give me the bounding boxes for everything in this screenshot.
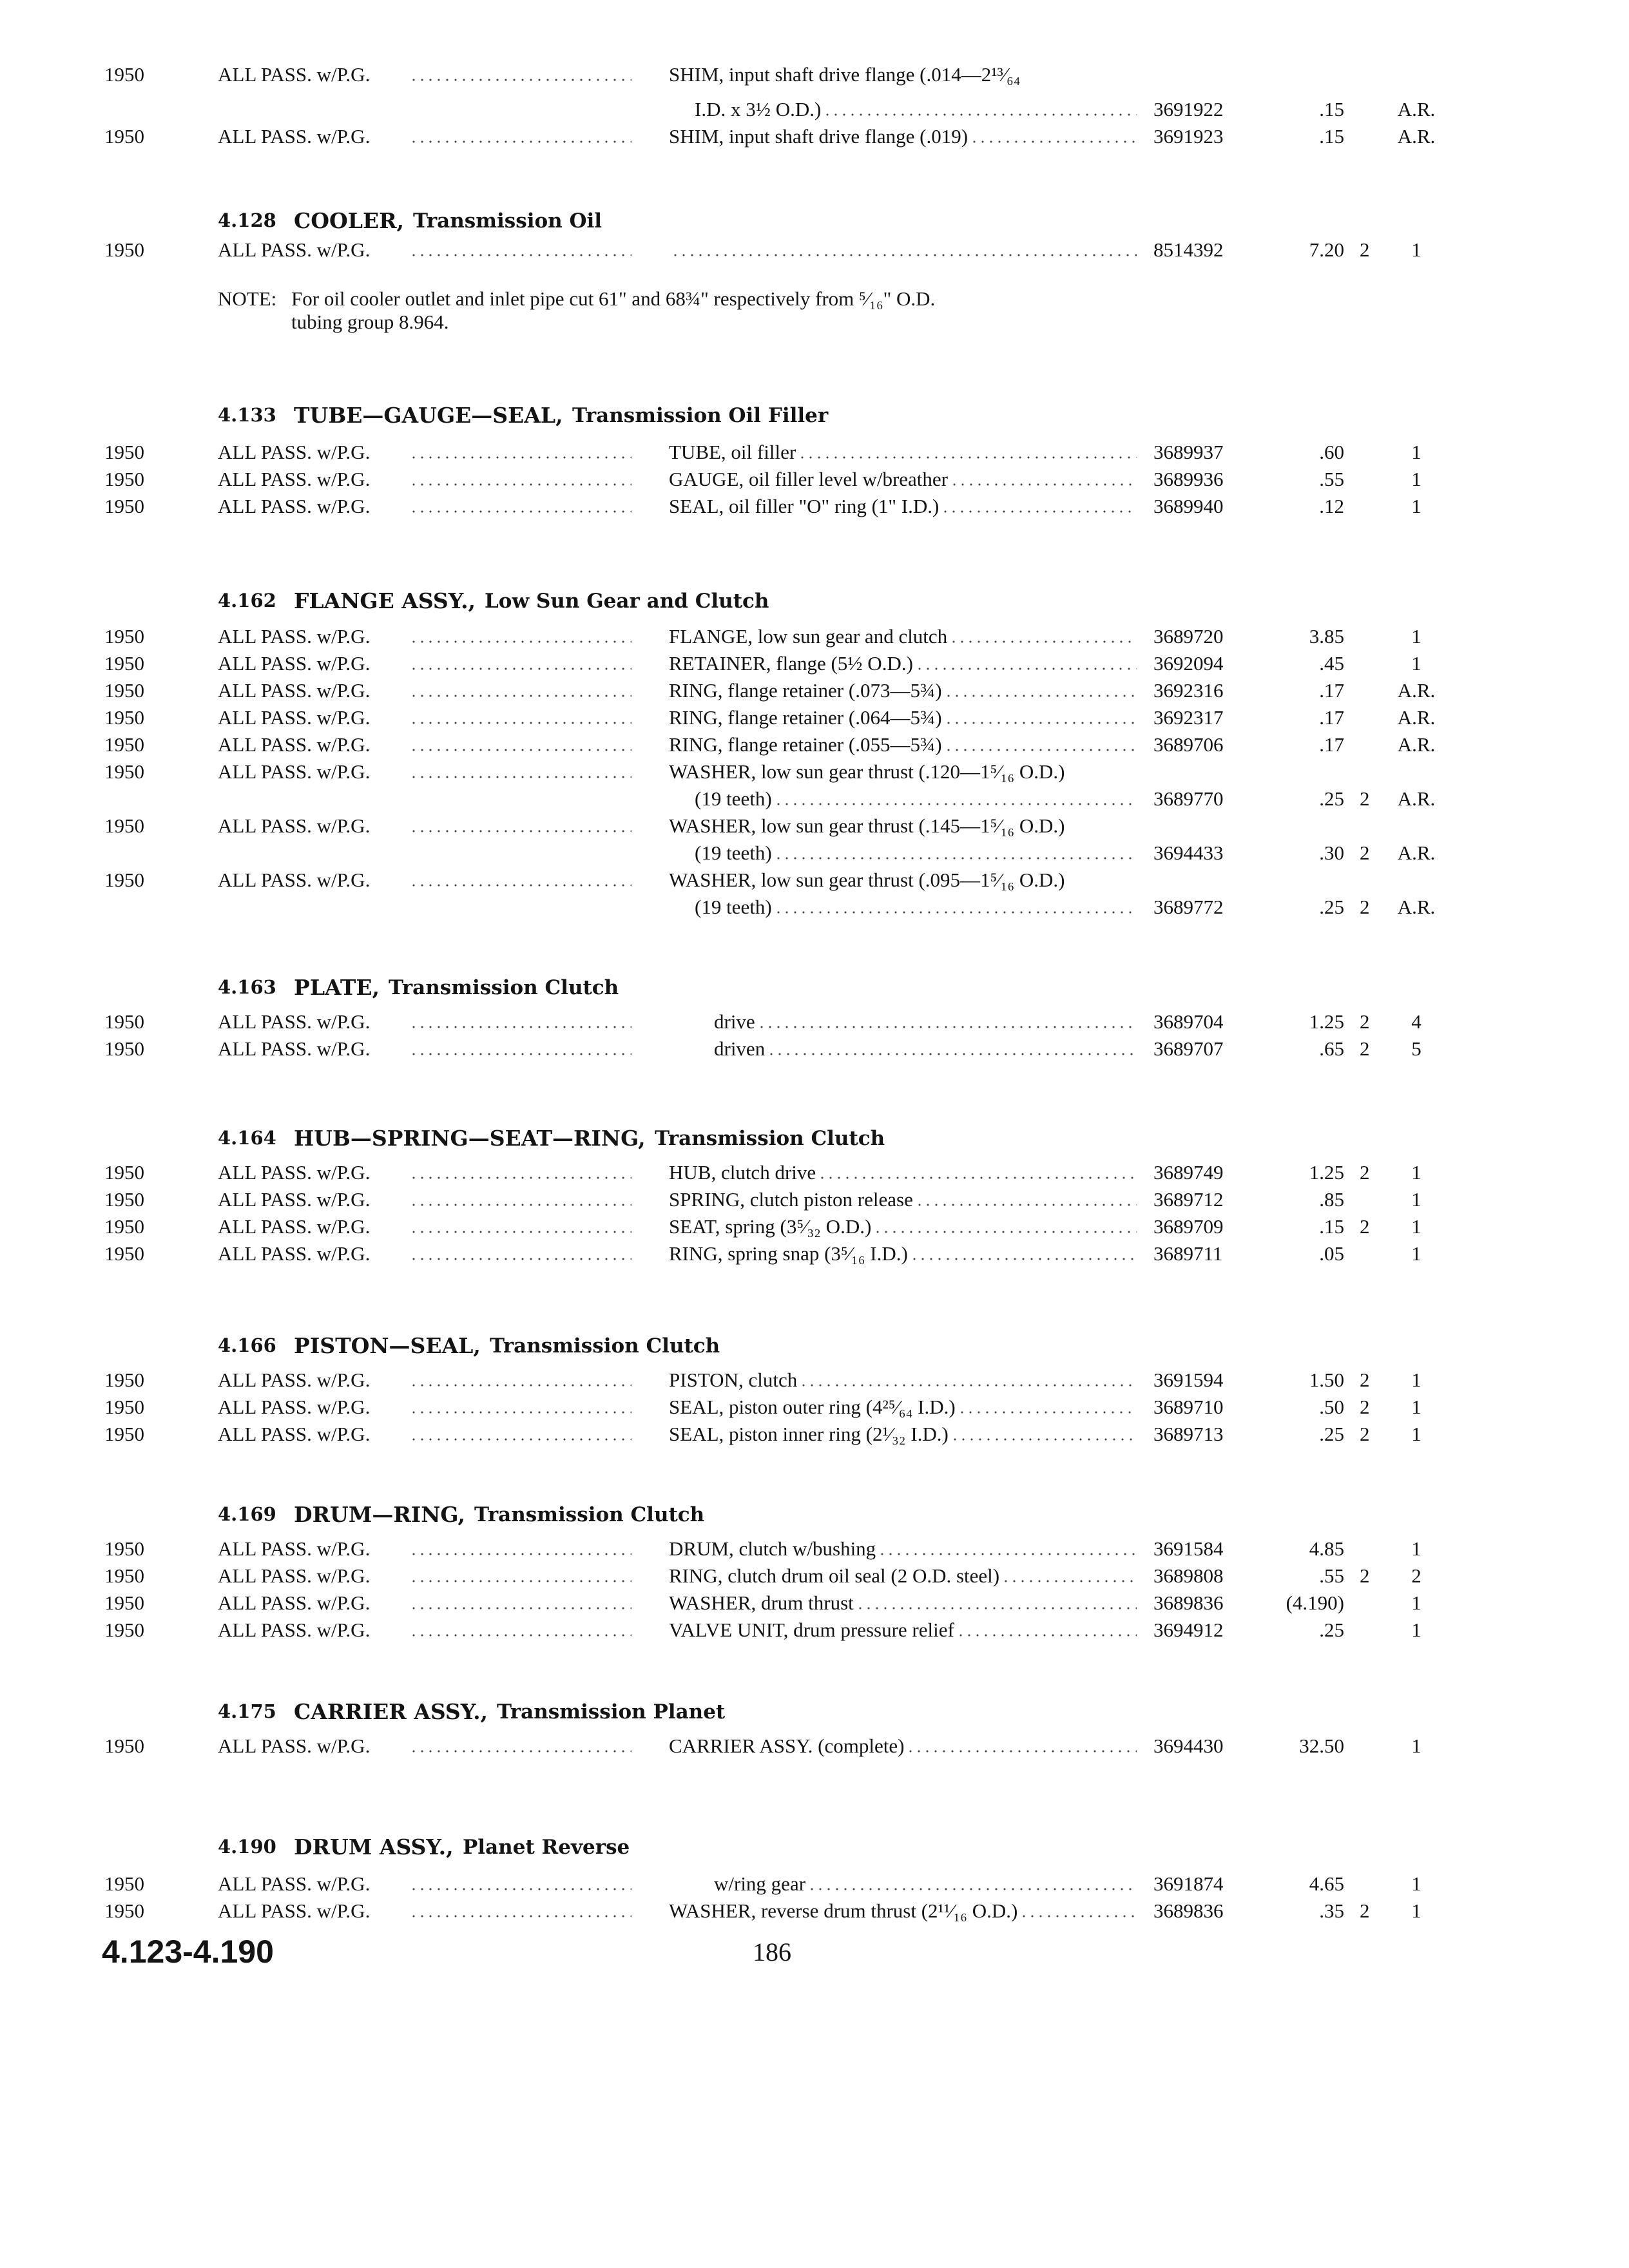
row-description: FLANGE, low sun gear and clutch (669, 625, 948, 648)
row-price: (4.190) (1286, 1591, 1344, 1614)
row-part-number: 3691584 (1153, 1537, 1224, 1560)
row-part-number: 3691874 (1153, 1872, 1224, 1895)
leader-dots (954, 1438, 1137, 1441)
section-subtitle: Transmission Clutch (389, 976, 619, 999)
row-description: driven (714, 1037, 766, 1060)
section-title: PISTON—SEAL, (294, 1333, 481, 1358)
row-model: ALL PASS. w/P.G. (218, 652, 371, 675)
section-subtitle: Transmission Clutch (474, 1503, 705, 1526)
row-quantity: 2 (1411, 1564, 1422, 1587)
row-year: 1950 (104, 1215, 144, 1238)
row-year: 1950 (104, 733, 144, 756)
section-subtitle: Transmission Oil (413, 209, 602, 233)
row-price: .12 (1319, 495, 1344, 517)
row-quantity: 1 (1411, 238, 1422, 261)
row-model: ALL PASS. w/P.G. (218, 869, 371, 891)
leader-dots (412, 1411, 631, 1414)
row-description: WASHER, low sun gear thrust (.120—1⁵⁄₁₆ O.D.) (669, 760, 1065, 783)
row-description: (19 teeth) (695, 787, 772, 810)
row-year: 1950 (104, 760, 144, 783)
row-part-number: 8514392 (1153, 238, 1224, 261)
row-description: drive (714, 1010, 755, 1033)
row-price: 4.65 (1309, 1872, 1344, 1895)
leader-dots (412, 1634, 631, 1637)
row-quantity: A.R. (1397, 98, 1436, 120)
row-quantity: 1 (1411, 625, 1422, 648)
row-quantity: 1 (1411, 1735, 1422, 1757)
row-year: 1950 (104, 1161, 144, 1184)
row-model: ALL PASS. w/P.G. (218, 63, 371, 86)
row-price: .45 (1319, 652, 1344, 675)
row-model: ALL PASS. w/P.G. (218, 1735, 371, 1757)
row-price: 1.50 (1309, 1369, 1344, 1391)
row-year: 1950 (104, 441, 144, 463)
row-price: .55 (1319, 1564, 1344, 1587)
note-line-1: For oil cooler outlet and inlet pipe cut 61" and 68¾" respectively from ⁵⁄₁₆" O.D. (291, 287, 936, 310)
row-year: 1950 (104, 1188, 144, 1211)
row-part-number: 3689749 (1153, 1161, 1224, 1184)
row-description: SHIM, input shaft drive flange (.014—2¹³⁄₆₄ (669, 63, 1021, 86)
row-model: ALL PASS. w/P.G. (218, 1423, 371, 1445)
row-year: 1950 (104, 1619, 144, 1641)
row-model: ALL PASS. w/P.G. (218, 238, 371, 261)
row-description: SPRING, clutch piston release (669, 1188, 913, 1211)
row-year: 1950 (104, 706, 144, 729)
row-model: ALL PASS. w/P.G. (218, 760, 371, 783)
leader-dots (412, 79, 631, 81)
row-model: ALL PASS. w/P.G. (218, 1188, 371, 1211)
section-number: 4.128 (218, 209, 276, 231)
row-part-number: 3692317 (1153, 706, 1224, 729)
leader-dots (913, 1258, 1137, 1260)
leader-dots (412, 640, 631, 643)
row-year: 1950 (104, 1537, 144, 1560)
section-title: COOLER, (294, 208, 405, 233)
page-range: 4.123-4.190 (102, 1934, 274, 1970)
row-group: 2 (1360, 896, 1370, 918)
row-model: ALL PASS. w/P.G. (218, 441, 371, 463)
leader-dots (876, 1231, 1137, 1233)
row-model: ALL PASS. w/P.G. (218, 1564, 371, 1587)
row-description: SEAL, piston inner ring (2¹⁄₃₂ I.D.) (669, 1423, 949, 1445)
row-year: 1950 (104, 625, 144, 648)
row-part-number: 3689706 (1153, 733, 1224, 756)
row-group: 2 (1360, 1396, 1370, 1418)
leader-dots (412, 1053, 631, 1055)
row-model: ALL PASS. w/P.G. (218, 1619, 371, 1641)
section-subtitle: Transmission Clutch (655, 1127, 885, 1150)
leader-dots (412, 1750, 631, 1753)
section-title: DRUM ASSY., (294, 1834, 454, 1860)
leader-dots (412, 1177, 631, 1179)
row-price: .15 (1319, 1215, 1344, 1238)
leader-dots (801, 456, 1137, 459)
row-part-number: 3689772 (1153, 896, 1224, 918)
row-part-number: 3689770 (1153, 787, 1224, 810)
row-quantity: 1 (1411, 652, 1422, 675)
row-price: .17 (1319, 706, 1344, 729)
leader-dots (674, 254, 1137, 256)
row-price: .55 (1319, 468, 1344, 490)
row-description: I.D. x 3½ O.D.) (695, 98, 822, 120)
section-number: 4.175 (218, 1700, 276, 1722)
section-subtitle: Transmission Clutch (490, 1334, 720, 1358)
leader-dots (802, 1384, 1137, 1387)
row-year: 1950 (104, 652, 144, 675)
row-price: .17 (1319, 733, 1344, 756)
leader-dots (959, 1634, 1137, 1637)
leader-dots (944, 510, 1137, 513)
leader-dots (961, 1411, 1137, 1414)
row-part-number: 3691594 (1153, 1369, 1224, 1391)
row-price: .30 (1319, 841, 1344, 864)
row-description: VALVE UNIT, drum pressure relief (669, 1619, 954, 1641)
row-group: 2 (1360, 1215, 1370, 1238)
row-price: .15 (1319, 98, 1344, 120)
row-group: 2 (1360, 1010, 1370, 1033)
section-title: HUB—SPRING—SEAT—RING, (294, 1126, 646, 1151)
leader-dots (412, 695, 631, 697)
row-year: 1950 (104, 1872, 144, 1895)
row-price: .25 (1319, 1619, 1344, 1641)
row-part-number: 3689937 (1153, 441, 1224, 463)
row-part-number: 3689836 (1153, 1899, 1224, 1922)
row-year: 1950 (104, 468, 144, 490)
row-part-number: 3689936 (1153, 468, 1224, 490)
row-price: 3.85 (1309, 625, 1344, 648)
row-part-number: 3694430 (1153, 1735, 1224, 1757)
row-description: RETAINER, flange (5½ O.D.) (669, 652, 913, 675)
leader-dots (412, 483, 631, 486)
row-model: ALL PASS. w/P.G. (218, 1591, 371, 1614)
row-model: ALL PASS. w/P.G. (218, 1215, 371, 1238)
leader-dots (412, 1231, 631, 1233)
leader-dots (412, 1204, 631, 1206)
row-group: 2 (1360, 238, 1370, 261)
row-year: 1950 (104, 495, 144, 517)
leader-dots (947, 749, 1137, 751)
section-title: FLANGE ASSY., (294, 588, 476, 613)
row-group: 2 (1360, 1564, 1370, 1587)
row-group: 2 (1360, 1423, 1370, 1445)
leader-dots (412, 1580, 631, 1582)
row-description: SEAL, oil filler "O" ring (1" I.D.) (669, 495, 940, 517)
page-number: 186 (753, 1937, 791, 1966)
leader-dots (952, 640, 1137, 643)
row-quantity: 1 (1411, 1619, 1422, 1641)
leader-dots (947, 695, 1137, 697)
row-group: 2 (1360, 1161, 1370, 1184)
row-group: 2 (1360, 1037, 1370, 1060)
row-quantity: A.R. (1397, 896, 1436, 918)
leader-dots (412, 1915, 631, 1917)
row-model: ALL PASS. w/P.G. (218, 1161, 371, 1184)
leader-dots (412, 830, 631, 832)
leader-dots (412, 140, 631, 143)
row-year: 1950 (104, 1735, 144, 1757)
leader-dots (412, 884, 631, 887)
row-description: WASHER, low sun gear thrust (.095—1⁵⁄₁₆ O.D.) (669, 869, 1065, 891)
leader-dots (881, 1553, 1137, 1555)
row-description: SEAL, piston outer ring (4²⁵⁄₆₄ I.D.) (669, 1396, 956, 1418)
leader-dots (412, 1384, 631, 1387)
row-part-number: 3689720 (1153, 625, 1224, 648)
row-year: 1950 (104, 679, 144, 702)
row-price: .35 (1319, 1899, 1344, 1922)
row-price: .65 (1319, 1037, 1344, 1060)
leader-dots (1005, 1580, 1137, 1582)
row-model: ALL PASS. w/P.G. (218, 495, 371, 517)
row-quantity: 1 (1411, 441, 1422, 463)
row-quantity: 1 (1411, 1396, 1422, 1418)
section-title: TUBE—GAUGE—SEAL, (294, 403, 563, 428)
leader-dots (811, 1888, 1137, 1890)
row-price: .85 (1319, 1188, 1344, 1211)
leader-dots (909, 1750, 1137, 1753)
row-model: ALL PASS. w/P.G. (218, 468, 371, 490)
row-quantity: 4 (1411, 1010, 1422, 1033)
row-quantity: A.R. (1397, 787, 1436, 810)
leader-dots (826, 113, 1137, 116)
row-description: DRUM, clutch w/bushing (669, 1537, 876, 1560)
row-quantity: 1 (1411, 468, 1422, 490)
row-year: 1950 (104, 1899, 144, 1922)
leader-dots (777, 803, 1137, 805)
row-year: 1950 (104, 1396, 144, 1418)
leader-dots (412, 749, 631, 751)
row-year: 1950 (104, 869, 144, 891)
row-model: ALL PASS. w/P.G. (218, 706, 371, 729)
leader-dots (918, 668, 1137, 670)
leader-dots (412, 510, 631, 513)
section-subtitle: Transmission Planet (497, 1700, 726, 1724)
row-description: WASHER, low sun gear thrust (.145—1⁵⁄₁₆ O.D.) (669, 814, 1065, 837)
row-model: ALL PASS. w/P.G. (218, 125, 371, 148)
row-price: .25 (1319, 787, 1344, 810)
row-description: HUB, clutch drive (669, 1161, 816, 1184)
row-quantity: 1 (1411, 1899, 1422, 1922)
row-year: 1950 (104, 1369, 144, 1391)
section-number: 4.190 (218, 1836, 276, 1858)
row-part-number: 3691923 (1153, 125, 1224, 148)
row-part-number: 3689704 (1153, 1010, 1224, 1033)
row-part-number: 3689709 (1153, 1215, 1224, 1238)
row-model: ALL PASS. w/P.G. (218, 1537, 371, 1560)
row-model: ALL PASS. w/P.G. (218, 1010, 371, 1033)
row-price: .25 (1319, 896, 1344, 918)
note-line-2: tubing group 8.964. (291, 311, 449, 333)
row-description: WASHER, reverse drum thrust (2¹¹⁄₁₆ O.D.) (669, 1899, 1018, 1922)
row-part-number: 3694912 (1153, 1619, 1224, 1641)
row-model: ALL PASS. w/P.G. (218, 1242, 371, 1265)
row-quantity: 1 (1411, 1161, 1422, 1184)
row-group: 2 (1360, 841, 1370, 864)
row-model: ALL PASS. w/P.G. (218, 1872, 371, 1895)
row-quantity: 1 (1411, 1188, 1422, 1211)
note-label: NOTE: (218, 287, 277, 310)
row-price: 32.50 (1299, 1735, 1344, 1757)
row-model: ALL PASS. w/P.G. (218, 1369, 371, 1391)
row-year: 1950 (104, 1010, 144, 1033)
section-number: 4.166 (218, 1334, 276, 1356)
row-quantity: A.R. (1397, 125, 1436, 148)
leader-dots (412, 456, 631, 459)
row-description: (19 teeth) (695, 841, 772, 864)
row-price: .60 (1319, 441, 1344, 463)
row-description: SHIM, input shaft drive flange (.019) (669, 125, 969, 148)
row-description: (19 teeth) (695, 896, 772, 918)
row-year: 1950 (104, 238, 144, 261)
row-model: ALL PASS. w/P.G. (218, 679, 371, 702)
leader-dots (777, 857, 1137, 860)
row-year: 1950 (104, 1423, 144, 1445)
row-quantity: 1 (1411, 1591, 1422, 1614)
leader-dots (412, 776, 631, 778)
leader-dots (918, 1204, 1137, 1206)
row-description: RING, flange retainer (.064—5¾) (669, 706, 942, 729)
row-price: .25 (1319, 1423, 1344, 1445)
row-part-number: 3689940 (1153, 495, 1224, 517)
row-part-number: 3692316 (1153, 679, 1224, 702)
row-part-number: 3691922 (1153, 98, 1224, 120)
leader-dots (821, 1177, 1137, 1179)
row-year: 1950 (104, 125, 144, 148)
row-part-number: 3689713 (1153, 1423, 1224, 1445)
section-number: 4.133 (218, 404, 276, 426)
section-title: CARRIER ASSY., (294, 1699, 488, 1724)
row-part-number: 3689808 (1153, 1564, 1224, 1587)
row-model: ALL PASS. w/P.G. (218, 814, 371, 837)
leader-dots (412, 668, 631, 670)
row-year: 1950 (104, 814, 144, 837)
row-year: 1950 (104, 1037, 144, 1060)
section-subtitle: Transmission Oil Filler (572, 404, 829, 427)
row-part-number: 3689710 (1153, 1396, 1224, 1418)
row-quantity: 5 (1411, 1037, 1422, 1060)
leader-dots (412, 254, 631, 256)
row-quantity: 1 (1411, 1369, 1422, 1391)
row-model: ALL PASS. w/P.G. (218, 1899, 371, 1922)
row-part-number: 3694433 (1153, 841, 1224, 864)
leader-dots (412, 1607, 631, 1610)
section-number: 4.164 (218, 1127, 276, 1149)
leader-dots (412, 1888, 631, 1890)
row-part-number: 3689836 (1153, 1591, 1224, 1614)
row-price: .17 (1319, 679, 1344, 702)
row-description: RING, spring snap (3⁵⁄₁₆ I.D.) (669, 1242, 908, 1265)
leader-dots (859, 1607, 1137, 1610)
row-model: ALL PASS. w/P.G. (218, 1396, 371, 1418)
row-description: SEAT, spring (3⁵⁄₃₂ O.D.) (669, 1215, 872, 1238)
row-description: RING, clutch drum oil seal (2 O.D. steel) (669, 1564, 1000, 1587)
row-description: w/ring gear (714, 1872, 806, 1895)
leader-dots (412, 722, 631, 724)
row-model: ALL PASS. w/P.G. (218, 733, 371, 756)
row-model: ALL PASS. w/P.G. (218, 625, 371, 648)
row-description: PISTON, clutch (669, 1369, 798, 1391)
row-description: TUBE, oil filler (669, 441, 796, 463)
row-quantity: 1 (1411, 1242, 1422, 1265)
row-quantity: 1 (1411, 495, 1422, 517)
leader-dots (947, 722, 1137, 724)
section-number: 4.162 (218, 590, 276, 611)
row-price: .50 (1319, 1396, 1344, 1418)
row-quantity: 1 (1411, 1537, 1422, 1560)
row-group: 2 (1360, 1369, 1370, 1391)
leader-dots (973, 140, 1137, 143)
row-quantity: A.R. (1397, 733, 1436, 756)
row-year: 1950 (104, 1591, 144, 1614)
row-price: 1.25 (1309, 1010, 1344, 1033)
row-price: 1.25 (1309, 1161, 1344, 1184)
row-quantity: 1 (1411, 1215, 1422, 1238)
row-model: ALL PASS. w/P.G. (218, 1037, 371, 1060)
row-year: 1950 (104, 1242, 144, 1265)
section-title: PLATE, (294, 975, 380, 1000)
leader-dots (777, 911, 1137, 914)
row-description: RING, flange retainer (.073—5¾) (669, 679, 942, 702)
row-description: WASHER, drum thrust (669, 1591, 854, 1614)
leader-dots (412, 1438, 631, 1441)
row-group: 2 (1360, 1899, 1370, 1922)
row-part-number: 3689711 (1153, 1242, 1223, 1265)
row-quantity: 1 (1411, 1423, 1422, 1445)
row-quantity: A.R. (1397, 841, 1436, 864)
row-quantity: A.R. (1397, 706, 1436, 729)
section-title: DRUM—RING, (294, 1502, 465, 1527)
row-description: RING, flange retainer (.055—5¾) (669, 733, 942, 756)
section-number: 4.169 (218, 1503, 276, 1525)
leader-dots (770, 1053, 1137, 1055)
section-number: 4.163 (218, 976, 276, 998)
row-price: 4.85 (1309, 1537, 1344, 1560)
leader-dots (760, 1026, 1137, 1028)
leader-dots (412, 1553, 631, 1555)
row-quantity: 1 (1411, 1872, 1422, 1895)
row-price: 7.20 (1309, 238, 1344, 261)
row-quantity: A.R. (1397, 679, 1436, 702)
row-part-number: 3689712 (1153, 1188, 1224, 1211)
row-price: .05 (1319, 1242, 1344, 1265)
row-part-number: 3692094 (1153, 652, 1224, 675)
row-group: 2 (1360, 787, 1370, 810)
row-description: GAUGE, oil filler level w/breather (669, 468, 948, 490)
row-part-number: 3689707 (1153, 1037, 1224, 1060)
leader-dots (953, 483, 1137, 486)
section-subtitle: Low Sun Gear and Clutch (485, 590, 769, 613)
leader-dots (1023, 1915, 1137, 1917)
leader-dots (412, 1026, 631, 1028)
leader-dots (412, 1258, 631, 1260)
row-description: CARRIER ASSY. (complete) (669, 1735, 905, 1757)
section-subtitle: Planet Reverse (463, 1836, 630, 1859)
row-price: .15 (1319, 125, 1344, 148)
row-year: 1950 (104, 1564, 144, 1587)
row-year: 1950 (104, 63, 144, 86)
